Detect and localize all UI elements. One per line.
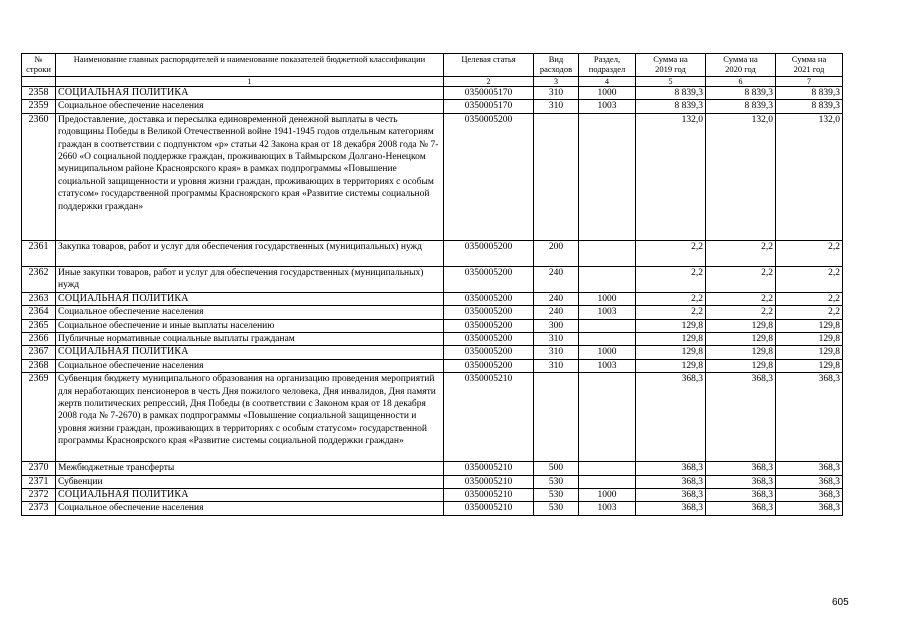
row-expense-type: 240 [534,292,579,305]
row-number: 2365 [22,319,56,332]
row-sum-2019: 129,8 [636,359,706,372]
row-sum-2019: 8 839,3 [636,100,706,113]
row-sum-2019: 368,3 [636,489,706,502]
table-row [22,489,843,502]
row-number: 2364 [22,306,56,319]
row-sum-2020: 132,0 [706,113,776,240]
column-index: 4 [579,77,636,87]
row-sum-2020: 368,3 [706,462,776,475]
row-sum-2021: 368,3 [776,475,843,488]
row-target-article: 0350005170 [444,87,534,100]
row-sum-2021: 8 839,3 [776,87,843,100]
row-expense-type: 500 [534,462,579,475]
row-target-article: 0350005200 [444,292,534,305]
budget-table [21,53,843,516]
row-sum-2020: 8 839,3 [706,100,776,113]
table-row [22,306,843,319]
row-sum-2019: 2,2 [636,306,706,319]
column-index: 7 [776,77,843,87]
row-section [579,462,636,475]
row-expense-type: 530 [534,475,579,488]
row-name: Закупка товаров, работ и услуг для обеспечения государственных (муниципальных) нужд [56,240,444,266]
row-name: Публичные нормативные социальные выплаты гражданам [56,333,444,346]
row-sum-2021: 368,3 [776,462,843,475]
row-number: 2368 [22,359,56,372]
row-expense-type: 200 [534,240,579,266]
row-sum-2019: 132,0 [636,113,706,240]
column-index: 6 [706,77,776,87]
row-sum-2021: 8 839,3 [776,100,843,113]
table-row [22,502,843,515]
page-number: 605 [832,597,849,608]
row-name: Субвенция бюджету муниципального образования на организацию проведения мероприятий для неработающих пенсионеров в честь Дня пожилого человека, Дня инвалидов, Дня памяти жертв политических репрессий, Дня Победы (в соответствии с Законом края от 18 декабря 2008 года № 7-2670) в рамках подпрограммы «Повышение социальной защищенности и уровня жизни граждан, проживающих в территориях с особым статусом» государственной программы Красноярского края «Развитие системы социальной поддержки граждан» [56,373,444,462]
table-row [22,462,843,475]
table-row [22,475,843,488]
row-name: СОЦИАЛЬНАЯ ПОЛИТИКА [56,346,444,359]
table-row [22,87,843,100]
row-expense-type: 310 [534,359,579,372]
header-sum-2019: Сумма на 2019 год [636,54,706,77]
row-sum-2021: 368,3 [776,373,843,462]
row-expense-type: 240 [534,306,579,319]
row-section [579,266,636,292]
row-number: 2359 [22,100,56,113]
row-target-article: 0350005200 [444,306,534,319]
column-index: 2 [444,77,534,87]
table-row [22,240,843,266]
row-expense-type: 530 [534,502,579,515]
table-row [22,113,843,240]
row-sum-2020: 8 839,3 [706,87,776,100]
row-sum-2019: 2,2 [636,292,706,305]
row-target-article: 0350005200 [444,113,534,240]
row-sum-2020: 368,3 [706,489,776,502]
row-sum-2021: 368,3 [776,489,843,502]
row-target-article: 0350005200 [444,346,534,359]
header-section: Раздел, подраздел [579,54,636,77]
row-sum-2019: 2,2 [636,240,706,266]
row-name: Социальное обеспечение населения [56,359,444,372]
row-name: Межбюджетные трансферты [56,462,444,475]
row-expense-type: 310 [534,346,579,359]
row-number: 2360 [22,113,56,240]
header-name: Наименование главных распорядителей и наименование показателей бюджетной классификации [56,54,444,77]
row-expense-type: 310 [534,87,579,100]
row-sum-2019: 129,8 [636,319,706,332]
row-target-article: 0350005210 [444,462,534,475]
row-sum-2020: 129,8 [706,319,776,332]
row-sum-2020: 368,3 [706,373,776,462]
row-target-article: 0350005200 [444,319,534,332]
row-number: 2366 [22,333,56,346]
table-row [22,266,843,292]
header-sum-2021: Сумма на 2021 год [776,54,843,77]
header-expense-type: Вид расходов [534,54,579,77]
row-number: 2358 [22,87,56,100]
row-sum-2019: 8 839,3 [636,87,706,100]
row-target-article: 0350005210 [444,475,534,488]
row-target-article: 0350005210 [444,373,534,462]
row-number: 2370 [22,462,56,475]
table-row [22,346,843,359]
row-name: Социальное обеспечение населения [56,502,444,515]
row-name: Иные закупки товаров, работ и услуг для обеспечения государственных (муниципальных) нужд [56,266,444,292]
column-index: 1 [56,77,444,87]
table-row [22,319,843,332]
row-section: 1003 [579,502,636,515]
row-expense-type: 310 [534,333,579,346]
row-section: 1000 [579,489,636,502]
row-expense-type: 300 [534,319,579,332]
row-sum-2020: 368,3 [706,475,776,488]
row-section: 1003 [579,306,636,319]
row-sum-2019: 368,3 [636,475,706,488]
column-index: 3 [534,77,579,87]
row-number: 2371 [22,475,56,488]
row-section: 1000 [579,292,636,305]
row-name: Социальное обеспечение и иные выплаты населению [56,319,444,332]
row-sum-2021: 2,2 [776,292,843,305]
row-section [579,475,636,488]
row-number: 2367 [22,346,56,359]
row-section [579,333,636,346]
row-sum-2019: 2,2 [636,266,706,292]
row-sum-2019: 368,3 [636,373,706,462]
row-sum-2021: 2,2 [776,266,843,292]
table-header-row [22,54,843,77]
row-sum-2019: 368,3 [636,462,706,475]
row-sum-2021: 129,8 [776,319,843,332]
row-target-article: 0350005210 [444,502,534,515]
row-section: 1000 [579,346,636,359]
row-sum-2020: 129,8 [706,359,776,372]
row-number: 2363 [22,292,56,305]
row-sum-2021: 129,8 [776,333,843,346]
column-index [22,77,56,87]
header-num: № строки [22,54,56,77]
row-section [579,113,636,240]
column-index: 5 [636,77,706,87]
table-row [22,359,843,372]
column-index-row [22,77,843,87]
row-target-article: 0350005200 [444,333,534,346]
row-number: 2369 [22,373,56,462]
row-sum-2020: 368,3 [706,502,776,515]
row-sum-2020: 129,8 [706,346,776,359]
row-sum-2021: 368,3 [776,502,843,515]
row-expense-type: 240 [534,266,579,292]
row-sum-2020: 129,8 [706,333,776,346]
row-sum-2021: 2,2 [776,306,843,319]
header-target-article: Целевая статья [444,54,534,77]
row-name: Социальное обеспечение населения [56,306,444,319]
row-sum-2019: 129,8 [636,346,706,359]
header-sum-2020: Сумма на 2020 год [706,54,776,77]
table-row [22,373,843,462]
row-name: Предоставление, доставка и пересылка единовременной денежной выплаты в честь годовщины Победы в Великой Отечественной войне 1941-1945 годов отдельным категориям граждан в соответствии с подпунктом «р» статьи 42 Закона края от 18 декабря 2008 года № 7-2660 «О социальной поддержке граждан, проживающих в Таймырском Долгано-Ненецком муниципальном районе Красноярского края» в рамках подпрограммы «Повышение социальной защищенности и уровня жизни граждан, проживающих в территориях с особым статусом» государственной программы Красноярского края «Развитие системы социальной поддержки граждан» [56,113,444,240]
row-target-article: 0350005200 [444,266,534,292]
row-target-article: 0350005210 [444,489,534,502]
row-section [579,319,636,332]
row-name: СОЦИАЛЬНАЯ ПОЛИТИКА [56,87,444,100]
table-body [22,87,843,516]
row-section: 1003 [579,359,636,372]
row-target-article: 0350005170 [444,100,534,113]
row-sum-2020: 2,2 [706,240,776,266]
row-sum-2020: 2,2 [706,292,776,305]
table-row [22,100,843,113]
row-sum-2021: 129,8 [776,359,843,372]
row-number: 2372 [22,489,56,502]
table-row [22,292,843,305]
row-sum-2021: 129,8 [776,346,843,359]
row-section [579,373,636,462]
row-name: Социальное обеспечение населения [56,100,444,113]
row-expense-type: 530 [534,489,579,502]
row-number: 2373 [22,502,56,515]
row-section [579,240,636,266]
row-section: 1003 [579,100,636,113]
row-sum-2020: 2,2 [706,266,776,292]
row-number: 2361 [22,240,56,266]
row-name: СОЦИАЛЬНАЯ ПОЛИТИКА [56,489,444,502]
row-sum-2019: 129,8 [636,333,706,346]
row-sum-2020: 2,2 [706,306,776,319]
row-expense-type: 310 [534,100,579,113]
row-name: Субвенции [56,475,444,488]
table-row [22,333,843,346]
row-target-article: 0350005200 [444,240,534,266]
row-target-article: 0350005200 [444,359,534,372]
row-sum-2021: 2,2 [776,240,843,266]
row-number: 2362 [22,266,56,292]
row-sum-2019: 368,3 [636,502,706,515]
row-sum-2021: 132,0 [776,113,843,240]
row-expense-type [534,373,579,462]
row-section: 1000 [579,87,636,100]
row-name: СОЦИАЛЬНАЯ ПОЛИТИКА [56,292,444,305]
row-expense-type [534,113,579,240]
